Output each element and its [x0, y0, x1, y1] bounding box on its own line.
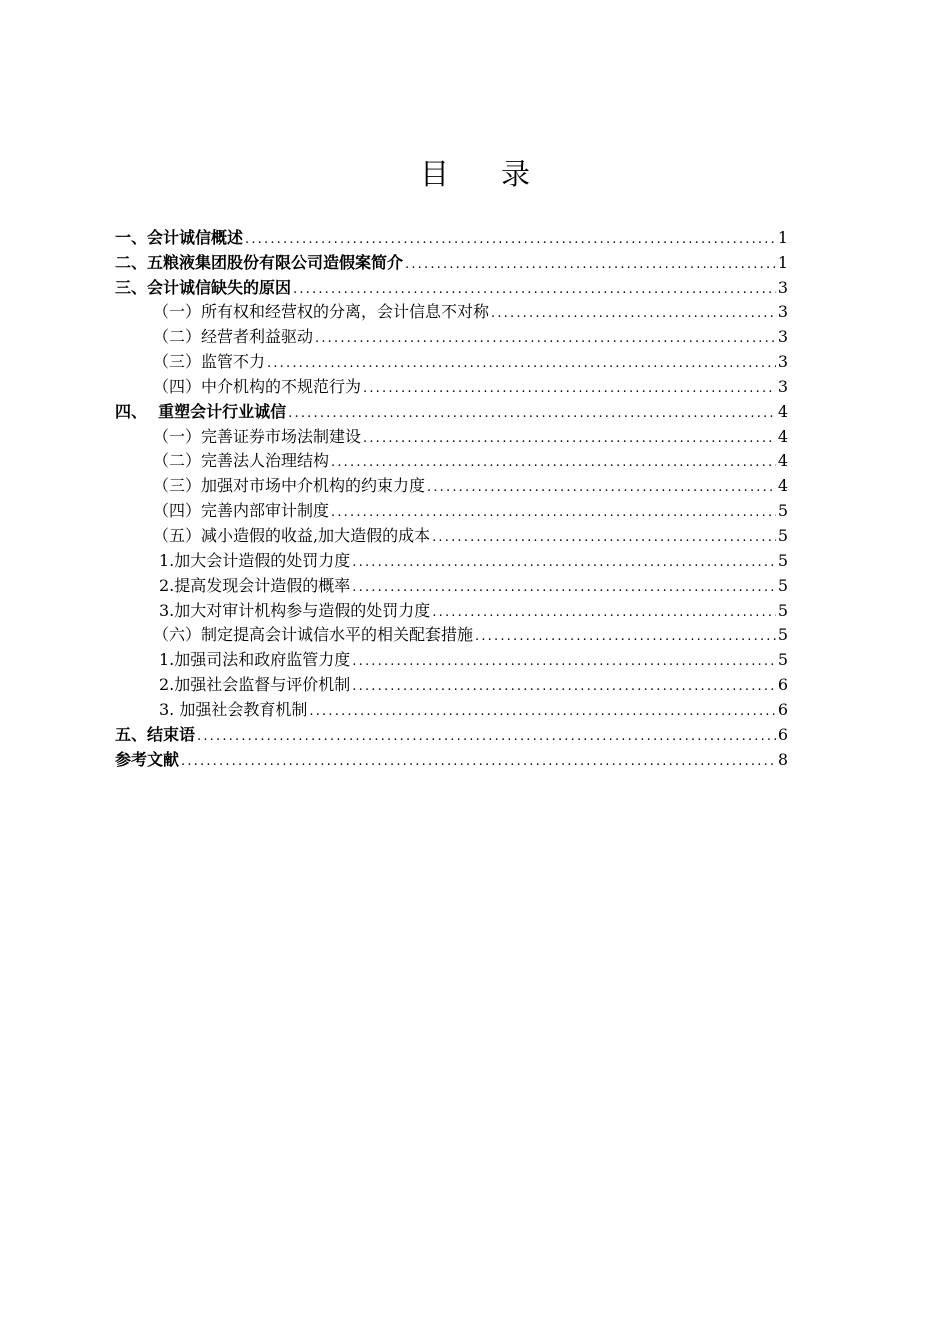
toc-entry[interactable] — [115, 523, 788, 548]
toc-entry[interactable] — [115, 672, 788, 697]
dot-leader — [432, 528, 776, 548]
toc-entry-text: （二）完善法人治理结构 — [153, 451, 330, 471]
toc-page-number: 4 — [777, 401, 788, 421]
toc-entry-text: 2.提高发现会计造假的概率 — [159, 575, 351, 595]
toc-page-number: 3 — [777, 327, 788, 347]
dot-leader — [288, 404, 776, 424]
toc-page-number: 3 — [777, 277, 788, 297]
toc-entry-text: （四）完善内部审计制度 — [153, 501, 330, 521]
toc-entry[interactable] — [115, 349, 788, 374]
dot-leader — [267, 354, 776, 374]
toc-page-number: 4 — [777, 426, 788, 446]
toc-page-number: 5 — [777, 501, 788, 521]
toc-entry-text: （一）完善证券市场法制建设 — [153, 426, 362, 446]
toc-entry[interactable] — [115, 275, 788, 300]
toc-entry[interactable] — [115, 473, 788, 498]
toc-entry[interactable] — [115, 747, 788, 772]
toc-page-number: 3 — [777, 302, 788, 322]
toc-entry[interactable] — [115, 424, 788, 449]
dot-leader — [309, 702, 775, 722]
toc-entry-text: （五）减小造假的收益,加大造假的成本 — [153, 525, 431, 545]
toc-entry[interactable] — [115, 548, 788, 573]
dot-leader — [352, 677, 776, 697]
dot-leader — [331, 453, 776, 473]
toc-entry[interactable] — [115, 598, 788, 623]
toc-entry-text: 3.加大对审计机构参与造假的处罚力度 — [159, 600, 431, 620]
dot-leader — [352, 553, 776, 573]
toc-page-number: 5 — [777, 625, 788, 645]
toc-page-number: 4 — [777, 451, 788, 471]
dot-leader — [245, 230, 776, 250]
toc-entry[interactable] — [115, 399, 788, 424]
toc-page-number: 1 — [777, 252, 788, 272]
toc-entry[interactable] — [115, 225, 788, 250]
toc-entry-text: （三）加强对市场中介机构的约束力度 — [153, 476, 426, 496]
dot-leader — [363, 429, 776, 449]
toc-page-number: 5 — [777, 650, 788, 670]
dot-leader — [293, 280, 776, 300]
toc-page-number: 8 — [777, 749, 788, 769]
dot-leader — [427, 478, 776, 498]
dot-leader — [352, 578, 776, 598]
dot-leader — [432, 603, 776, 623]
toc-entry-text: 一、会计诚信概述 — [115, 227, 244, 247]
toc-entry-text: 1.加大会计造假的处罚力度 — [159, 550, 351, 570]
toc-entry-text: 二、五粮液集团股份有限公司造假案简介 — [115, 252, 404, 272]
dot-leader — [352, 652, 776, 672]
toc-page-number: 6 — [777, 675, 788, 695]
toc-entry-text: 参考文献 — [115, 749, 180, 769]
toc-page-number: 5 — [777, 525, 788, 545]
toc-entry-text: 三、会计诚信缺失的原因 — [115, 277, 292, 297]
dot-leader — [491, 304, 776, 324]
toc-page-number: 5 — [777, 550, 788, 570]
toc-entry-text: 2.加强社会监督与评价机制 — [159, 675, 351, 695]
toc-entry-text: （六）制定提高会计诚信水平的相关配套措施 — [153, 625, 474, 645]
toc-page-number: 6 — [777, 724, 788, 744]
dot-leader — [475, 627, 776, 647]
page-title: 目录 — [419, 157, 582, 191]
dot-leader — [315, 329, 776, 349]
toc-entry[interactable] — [115, 573, 788, 598]
toc-entry[interactable] — [115, 623, 788, 648]
toc-page-number: 6 — [777, 699, 788, 719]
toc-entry-text: （一）所有权和经营权的分离，会计信息不对称 — [153, 302, 490, 322]
toc-entry-text: （四）中介机构的不规范行为 — [153, 376, 362, 396]
toc-entry-text: 3. 加强社会教育机制 — [159, 699, 308, 719]
toc-entry-text: （二）经营者利益驱动 — [153, 327, 314, 347]
dot-leader — [181, 752, 776, 772]
toc-entry-text: 四、 重塑会计行业诚信 — [115, 401, 287, 421]
toc-page-number: 4 — [777, 476, 788, 496]
toc-page-number: 5 — [777, 600, 788, 620]
toc-entry[interactable] — [115, 449, 788, 474]
dot-leader — [363, 379, 776, 399]
toc-page-number: 1 — [777, 227, 788, 247]
toc-entry[interactable] — [115, 647, 788, 672]
toc-entry-text: 1.加强司法和政府监管力度 — [159, 650, 351, 670]
dot-leader — [331, 503, 776, 523]
toc-entry[interactable] — [115, 324, 788, 349]
toc-entry[interactable] — [115, 250, 788, 275]
toc-entry[interactable] — [115, 374, 788, 399]
toc-entry[interactable] — [115, 300, 788, 325]
dot-leader — [405, 255, 776, 275]
toc-page-number: 5 — [777, 575, 788, 595]
toc-page-number: 3 — [777, 352, 788, 372]
toc-page-number: 3 — [777, 376, 788, 396]
dot-leader — [197, 727, 776, 747]
toc-entry-text: 五、结束语 — [115, 724, 196, 744]
toc-entry[interactable] — [115, 722, 788, 747]
toc-entry-text: （三）监管不力 — [153, 352, 266, 372]
table-of-contents — [115, 225, 788, 772]
toc-entry[interactable] — [115, 697, 788, 722]
toc-entry[interactable] — [115, 498, 788, 523]
